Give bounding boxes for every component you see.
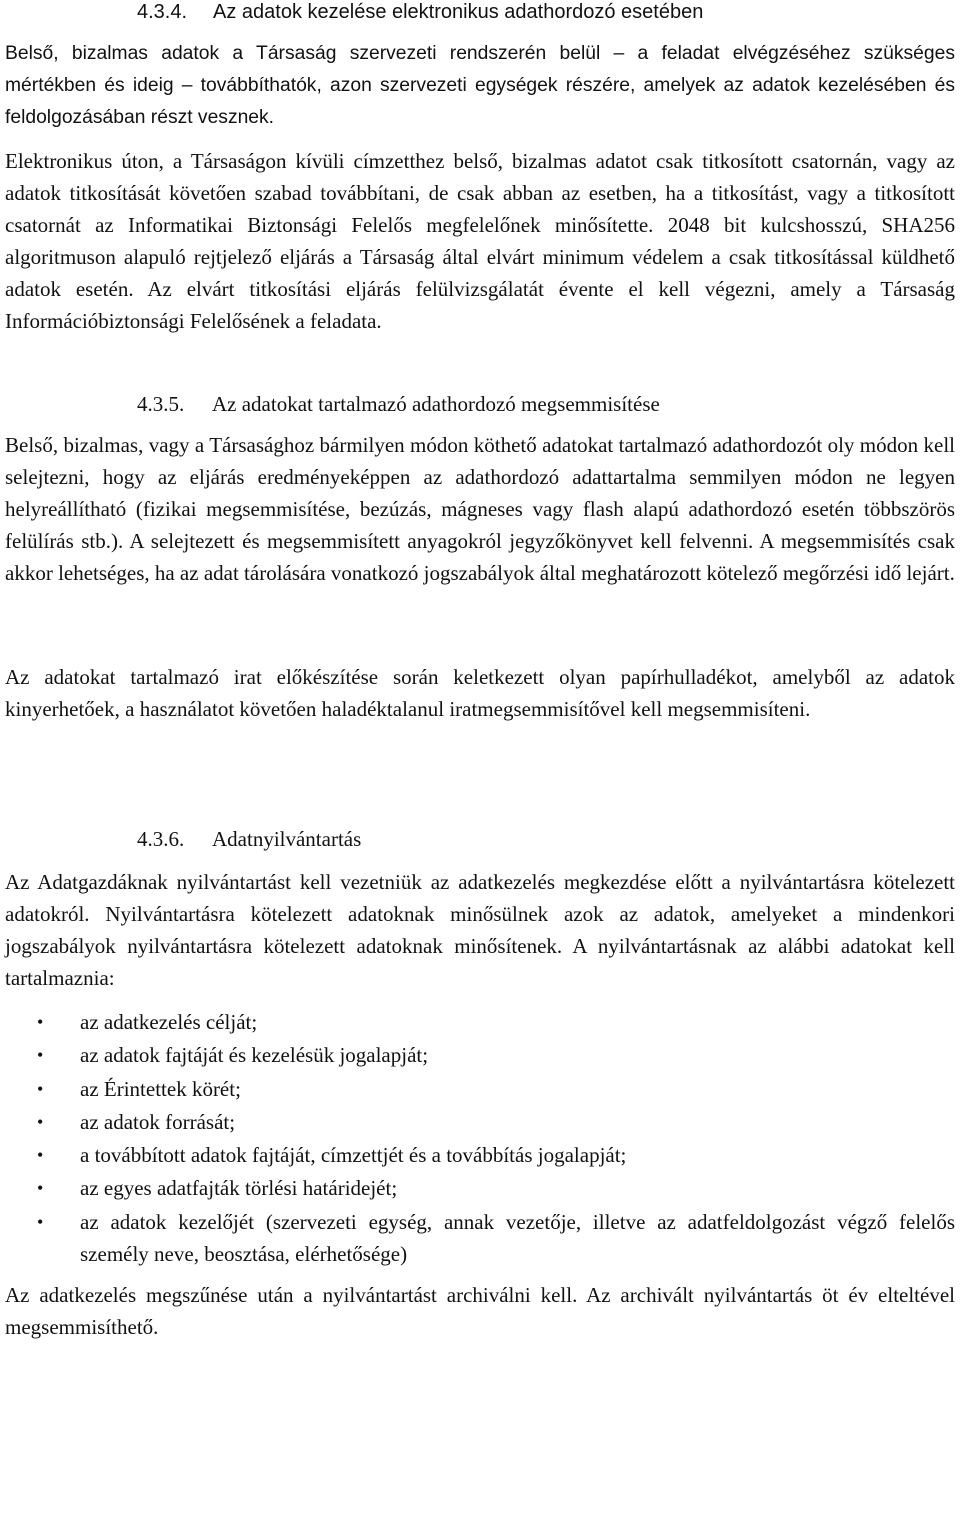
paragraph-archiving: Az adatkezelés megszűnése után a nyilvántartást archiválni kell. Az archivált nyilvántartás öt év elteltével megsemmisíthető. <box>5 1283 955 1339</box>
bullet-icon: • <box>37 1178 44 1199</box>
paragraph-electronic-transfer: Elektronikus úton, a Társaságon kívüli címzetthez belső, bizalmas adatot csak titkosított csatornán, vagy az adatok titkosítását követően szabad továbbítani, de csak abban az esetben, ha a titkosítást, vagy a titkosított csatornát az Informatikai Biztonsági Felelős megfelelőnek minősítette. 2048 bit kulcshosszú, SHA256 algoritmuson alapuló rejtjelező eljárás a Társaság által elvárt minimum védelem a csak titkosítással küldhető adatok esetén. Az elvárt titkosítási eljárás felülvizsgálatát évente el kell végezni, amely a Társaság Információbiztonsági Felelősének a feladata. <box>5 149 955 333</box>
list-item: • az adatok fajtáját és kezelésük jogalapját; <box>0 1039 955 1071</box>
bullet-icon: • <box>37 1211 44 1232</box>
list-item: • az egyes adatfajták törlési határidejét; <box>0 1172 955 1204</box>
bullet-icon: • <box>37 1078 44 1099</box>
list-item: • az adatkezelés célját; <box>0 1006 955 1038</box>
paragraph-paper-waste: Az adatokat tartalmazó irat előkészítése során keletkezett olyan papírhulladékot, amelyből az adatok kinyerhetőek, a használatot követően haladéktalanul iratmegsemmisítővel kell megsemmisíteni. <box>5 665 955 721</box>
section-number: 4.3.4. <box>137 1 188 23</box>
section-number: 4.3.5. <box>137 392 185 416</box>
list-item: • az adatok kezelőjét (szervezeti egység, annak vezetője, illetve az adatfeldolgozást végző felelős személy neve, beosztása, elérhetősége) <box>0 1206 955 1270</box>
paragraph-internal-transfer: Belső, bizalmas adatok a Társaság szervezeti rendszerén belül – a feladat elvégzéséhez szükséges mértékben és ideig – továbbíthatók, azon szervezeti egységek részére, amelyek az adatok kezelésében és feldolgozásában részt vesznek. <box>5 43 955 128</box>
bullet-icon: • <box>37 1145 44 1166</box>
list-item: • az adatok forrását; <box>0 1106 955 1138</box>
paragraph-media-destruction: Belső, bizalmas, vagy a Társasághoz bármilyen módon köthető adatokat tartalmazó adathordozót oly módon kell selejtezni, hogy az eljárás eredményeképpen az adathordozó adattartalma semmilyen módon ne legyen helyreállítható (fizikai megsemmisítése, bezúzás, mágneses vagy flash alapú adathordozó esetén többszörös felülírás stb.). A selejtezett és megsemmisített anyagokról jegyzőkönyvet kell felvenni. A megsemmisítés csak akkor lehetséges, ha az adat tárolására vonatkozó jogszabályok által meghatározott kötelező megőrzési idő lejárt. <box>5 433 955 585</box>
section-title: Az adatokat tartalmazó adathordozó megsemmisítése <box>212 392 660 416</box>
section-heading-436 <box>137 823 361 855</box>
bullet-icon: • <box>37 1012 44 1032</box>
paragraph-registry-intro: Az Adatgazdáknak nyilvántartást kell vezetniük az adatkezelés megkezdése előtt a nyilvántartásra kötelezett adatokról. Nyilvántartásra kötelezett adatoknak minősülnek azok az adatok, amelyeket a mindenkori jogszabályok nyilvántartásra kötelezett adatoknak minősítenek. A nyilvántartásnak az alábbi adatokat kell tartalmaznia: <box>5 870 955 990</box>
section-heading-435 <box>137 388 660 420</box>
registry-contents-list <box>0 1006 960 1271</box>
section-heading-434 <box>137 0 703 28</box>
list-item: • az Érintettek körét; <box>0 1073 955 1105</box>
list-item: • a továbbított adatok fajtáját, címzettjét és a továbbítás jogalapját; <box>0 1139 955 1171</box>
section-title: Adatnyilvántartás <box>212 827 362 851</box>
bullet-icon: • <box>37 1111 44 1132</box>
section-title: Az adatok kezelése elektronikus adathordozó esetében <box>213 1 704 23</box>
section-number: 4.3.6. <box>137 827 185 851</box>
bullet-icon: • <box>37 1045 44 1066</box>
